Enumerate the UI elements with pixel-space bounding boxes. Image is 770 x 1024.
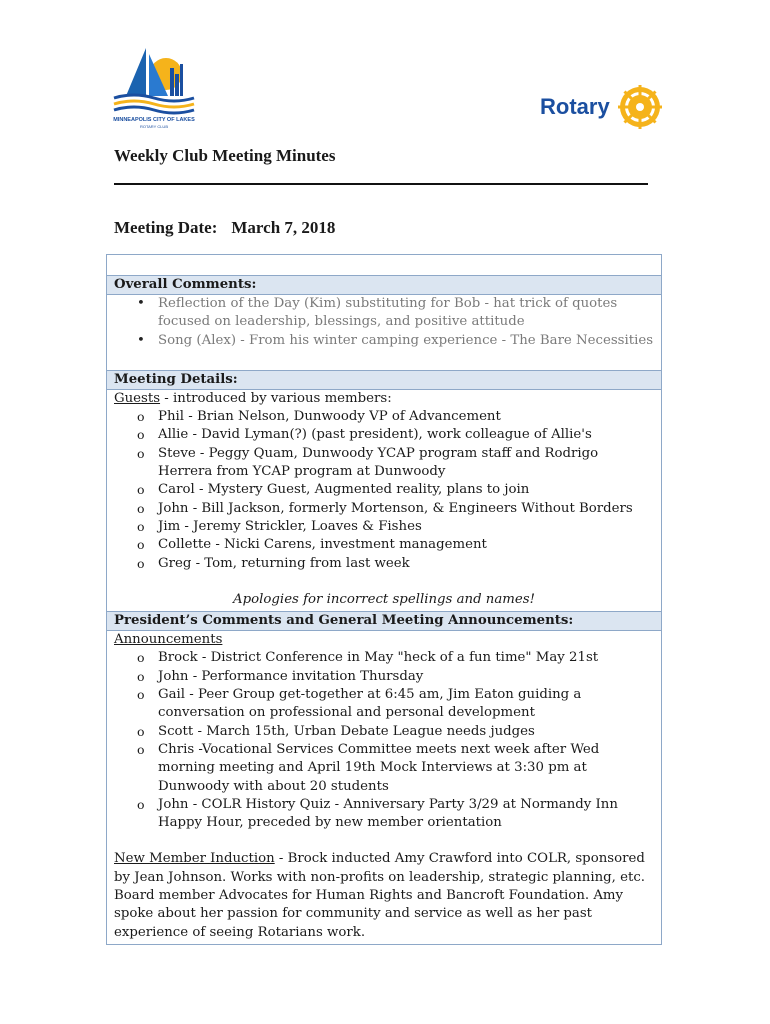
list-item: o Allie - David Lyman(?) (past president), work colleague of Allie's [114,426,654,444]
bullet-icon: • [137,332,145,348]
list-item: o John - COLR History Quiz - Anniversary Party 3/29 at Normandy Inn Happy Hour, preceded by new member orientation [137,796,618,831]
minutes-table [106,254,662,945]
overall-comments-heading: Overall Comments: [107,276,661,295]
circle-bullet-icon: o [137,537,145,553]
guests-intro: Guests - introduced by various members: [114,390,392,406]
circle-bullet-icon: o [137,723,145,739]
announcements-list [114,649,654,832]
guests-label: Guests [114,390,161,406]
list-item: • Song (Alex) - From his winter camping experience - The Bare Necessities [114,332,654,350]
list-item: o Collette - Nicki Carens, investment management [114,536,654,554]
circle-bullet-icon: o [137,668,145,684]
list-item: o Chris -Vocational Services Committee meets next week after Wed morning meeting and April 19th Mock Interviews at 3:30 pm at Dunwoody with about 20 students [137,741,600,794]
meeting-details-heading: Meeting Details: [107,370,661,390]
circle-bullet-icon: o [137,445,145,461]
list-item: o Brock - District Conference in May "heck of a fun time" May 21st [114,649,654,667]
bullet-icon: • [137,296,145,311]
induction-label: New Member Induction [114,851,275,867]
meeting-date-value: March 7, 2018 [231,218,336,237]
list-item: o Greg - Tom, returning from last week [114,555,654,573]
circle-bullet-icon: o [137,518,145,534]
list-item: o Scott - March 15th, Urban Debate League needs judges [114,723,654,741]
meeting-details-body [107,390,661,611]
circle-bullet-icon: o [137,555,145,571]
circle-bullet-icon: o [137,650,145,666]
document-title: Weekly Club Meeting Minutes [114,146,336,165]
svg-text:Rotary: Rotary [540,94,610,119]
circle-bullet-icon: o [137,796,145,812]
list-item: o Gail - Peer Group get-together at 6:45 am, Jim Eaton guiding a conversation on professional and personal development [137,687,582,721]
list-item: o John - Bill Jackson, formerly Mortenson, & Engineers Without Borders [114,500,654,518]
guests-list [114,408,654,573]
rotary-logo [538,80,666,134]
president-comments-heading: President’s Comments and General Meeting Announcements: [107,611,661,631]
meeting-date [114,218,335,238]
circle-bullet-icon: o [137,427,145,443]
overall-comments-list [114,295,654,350]
circle-bullet-icon: o [137,482,145,498]
apology-note: Apologies for incorrect spellings and names! [233,591,535,607]
list-item: o Phil - Brian Nelson, Dunwoody VP of Advancement [114,408,654,426]
svg-text:MINNEAPOLIS CITY OF LAKES: MINNEAPOLIS CITY OF LAKES [113,117,195,123]
list-item: o Jim - Jeremy Strickler, Loaves & Fishes [114,518,654,536]
svg-text:ROTARY CLUB: ROTARY CLUB [139,124,169,129]
list-item: o John - Performance invitation Thursday [114,668,654,686]
title-rule [114,183,648,185]
circle-bullet-icon: o [137,687,145,703]
circle-bullet-icon: o [137,500,145,516]
list-item: o Steve - Peggy Quam, Dunwoody YCAP program staff and Rodrigo Herrera from YCAP program at Dunwoody [137,445,599,480]
announcements-label: Announcements [114,632,223,648]
list-item: • Reflection of the Day (Kim) substituting for Bob - hat trick of quotes focused on leadership, blessings, and positive attitude [137,296,618,330]
circle-bullet-icon: o [137,409,145,425]
circle-bullet-icon: o [137,741,145,757]
table-blank-row [107,255,661,276]
list-item: o Carol - Mystery Guest, Augmented reality, plans to join [114,481,654,499]
meeting-date-label: Meeting Date: [114,218,218,237]
overall-comments-body [107,295,661,370]
minneapolis-rotary-logo [108,44,200,132]
new-member-induction: New Member Induction - Brock inducted Amy Crawford into COLR, sponsored by Jean Johnson. Works with non-profits on leadership, strategic planning, etc. Board member Advocates for Human Rights and Bancroft Foundation. Amy spoke about her passion for community and service as well as her past experience of seeing Rotarians work. [114,851,646,940]
president-comments-body [107,631,661,944]
